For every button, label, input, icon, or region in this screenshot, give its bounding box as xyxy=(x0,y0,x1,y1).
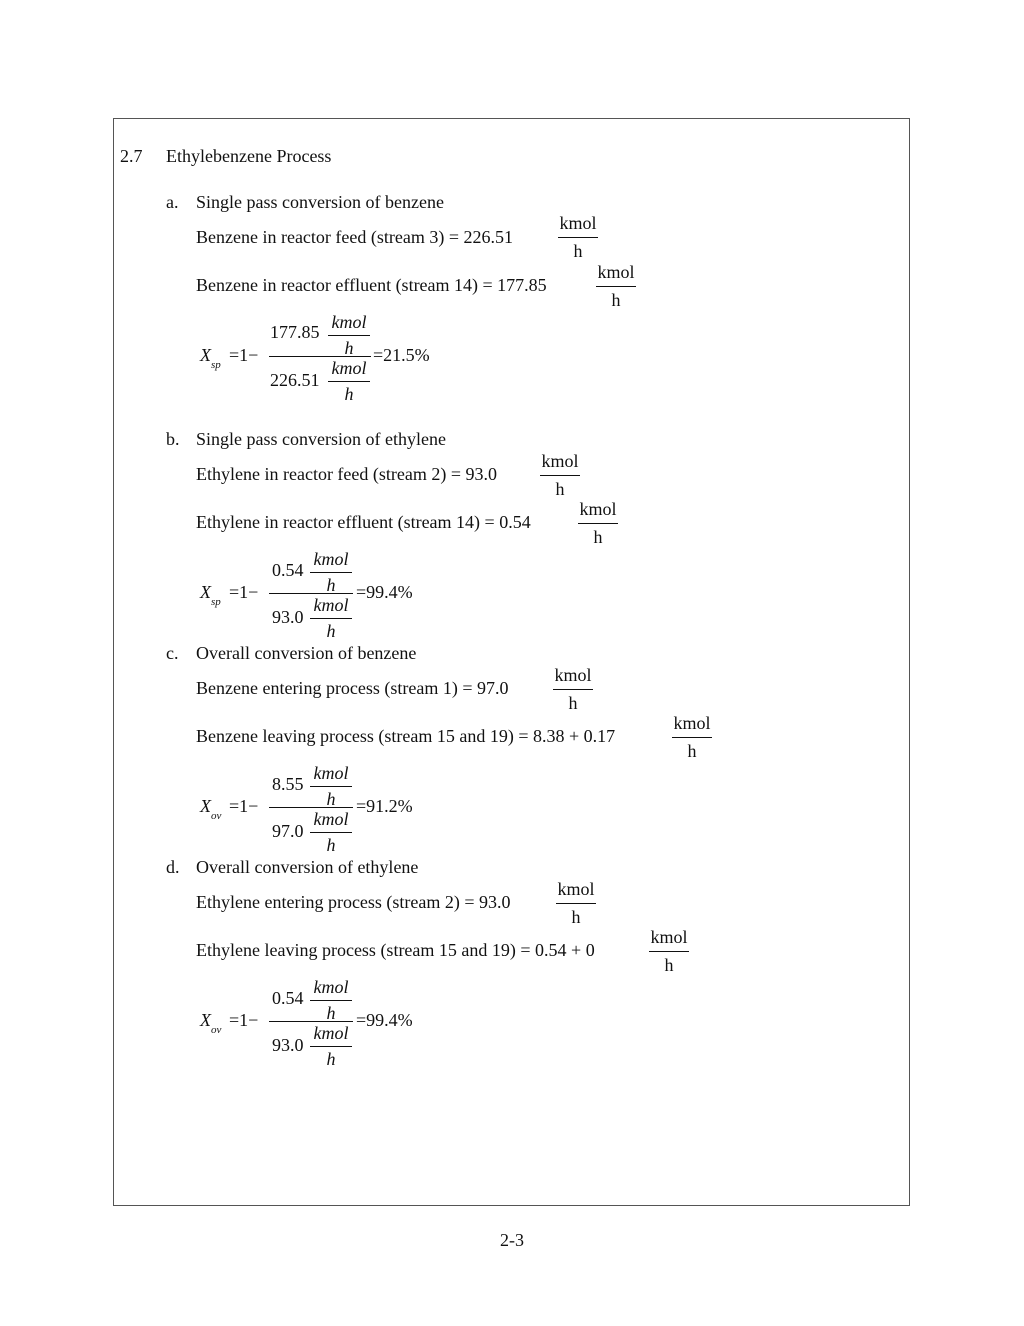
numerator-value: 0.54 xyxy=(272,560,304,580)
numerator-unit: kmol h xyxy=(310,763,352,809)
numerator-value: 0.54 xyxy=(272,988,304,1008)
equation-lhs: $X_{ov}$ xyxy=(200,796,222,822)
unit-denominator: h xyxy=(568,693,578,713)
unit-numerator: kmol xyxy=(554,665,592,685)
unit-fraction xyxy=(596,262,636,310)
unit-numerator: kmol xyxy=(597,262,635,282)
unit-denominator: h xyxy=(555,479,565,499)
equation-lead: =1− xyxy=(229,1010,259,1030)
unit-numerator: kmol xyxy=(673,713,711,733)
part-letter: a. xyxy=(166,192,179,212)
unit-numerator: kmol xyxy=(541,451,579,471)
numerator-value: 8.55 xyxy=(272,774,304,794)
equation-lhs: $X_{sp}$ xyxy=(200,582,221,608)
equation-lead: =1− xyxy=(229,582,259,602)
equation-result: =99.4% xyxy=(356,1010,413,1030)
effluent-line: Benzene in reactor effluent (stream 14) = 177.85 xyxy=(196,275,547,295)
equation-lhs: $X_{sp}$ xyxy=(200,345,221,371)
part-letter: d. xyxy=(166,857,180,877)
unit-numerator: kmol xyxy=(559,213,597,233)
unit-fraction xyxy=(540,451,580,499)
effluent-line: Ethylene in reactor effluent (stream 14) = 0.54 xyxy=(196,512,531,532)
effluent-line: Benzene leaving process (stream 15 and 19) = 8.38 + 0.17 xyxy=(196,726,616,746)
denominator-value: 226.51 xyxy=(270,370,320,390)
equation-lhs: $X_{ov}$ xyxy=(200,1010,222,1036)
unit-numerator: kmol xyxy=(579,499,617,519)
part-heading: Single pass conversion of benzene xyxy=(196,192,444,212)
equation-result: =99.4% xyxy=(356,582,413,602)
part-letter: c. xyxy=(166,643,179,663)
unit-denominator: h xyxy=(571,907,581,927)
denominator-value: 93.0 xyxy=(272,1035,304,1055)
denominator-unit: kmol h xyxy=(310,809,352,855)
equation-lead: =1− xyxy=(229,796,259,816)
denominator-value: 97.0 xyxy=(272,821,304,841)
unit-fraction xyxy=(553,665,593,713)
unit-numerator: kmol xyxy=(650,927,688,947)
unit-denominator: h xyxy=(664,955,674,975)
equation-result: =91.2% xyxy=(356,796,413,816)
feed-line: Benzene in reactor feed (stream 3) = 226.51 xyxy=(196,227,514,247)
feed-line: Ethylene in reactor feed (stream 2) = 93.0 xyxy=(196,464,498,484)
part-heading: Single pass conversion of ethylene xyxy=(196,429,446,449)
denominator-unit: kmol h xyxy=(310,595,352,641)
unit-denominator: h xyxy=(611,290,621,310)
part-heading: Overall conversion of benzene xyxy=(196,643,417,663)
feed-line: Benzene entering process (stream 1) = 97.0 xyxy=(196,678,509,698)
unit-fraction xyxy=(558,213,598,261)
section-number: 2.7 xyxy=(120,146,143,166)
numerator-unit: kmol h xyxy=(310,549,352,595)
part-letter: b. xyxy=(166,429,180,449)
part-heading: Overall conversion of ethylene xyxy=(196,857,419,877)
denominator-value: 93.0 xyxy=(272,607,304,627)
denominator-unit: kmol h xyxy=(310,1023,352,1069)
equation-lead: =1− xyxy=(229,345,259,365)
unit-numerator: kmol xyxy=(557,879,595,899)
section-title: Ethylebenzene Process xyxy=(166,146,332,166)
effluent-line: Ethylene leaving process (stream 15 and 19) = 0.54 + 0 xyxy=(196,940,595,960)
numerator-value: 177.85 xyxy=(270,322,320,342)
denominator-unit: kmol h xyxy=(328,358,370,404)
feed-line: Ethylene entering process (stream 2) = 93.0 xyxy=(196,892,511,912)
numerator-unit: kmol h xyxy=(310,977,352,1023)
unit-fraction xyxy=(672,713,712,761)
page-number: 2-3 xyxy=(500,1230,524,1250)
numerator-unit: kmol h xyxy=(328,312,370,358)
unit-denominator: h xyxy=(687,741,697,761)
unit-denominator: h xyxy=(573,241,583,261)
equation-result: =21.5% xyxy=(373,345,430,365)
unit-denominator: h xyxy=(593,527,603,547)
unit-fraction xyxy=(649,927,689,975)
unit-fraction xyxy=(556,879,596,927)
unit-fraction xyxy=(578,499,618,547)
